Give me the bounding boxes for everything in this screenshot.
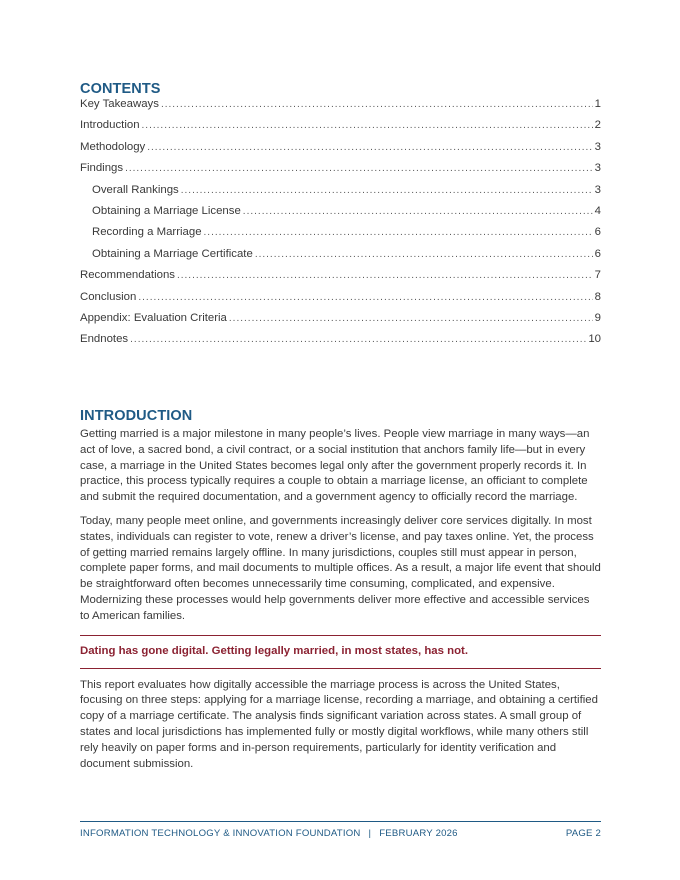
- toc-dot-leader: [181, 185, 593, 196]
- toc-entry-label[interactable]: Methodology: [80, 140, 146, 153]
- toc-entry[interactable]: [80, 312, 601, 333]
- toc-dot-leader: [130, 334, 586, 345]
- toc-dot-leader: [255, 249, 593, 260]
- toc-entry-page[interactable]: 8: [594, 290, 601, 303]
- toc-entry[interactable]: [80, 98, 601, 119]
- intro-paragraph-2: Today, many people meet online, and governments increasingly deliver core services digitally. In most states, individuals can register to vote, renew a driver’s license, and pay taxes online. Yet, the process of getting married remains largely offline. In many jurisdictions, couples still must appear in person, complete paper forms, and mail documents to multiple offices. As a result, a major life event that should be straightforward often becomes unnecessarily time consuming, complicated, and expensive. Modernizing these processes would help governments deliver more effective and accessible services to American families.: [80, 514, 601, 622]
- toc-entry-label[interactable]: Endnotes: [80, 333, 129, 346]
- toc-list: [80, 98, 601, 355]
- toc-entry-label[interactable]: Obtaining a Marriage License: [92, 204, 241, 217]
- toc-entry-page[interactable]: 6: [594, 226, 601, 239]
- toc-entry-page[interactable]: 4: [594, 204, 601, 217]
- toc-entry-label[interactable]: Overall Rankings: [92, 183, 179, 196]
- toc-entry-page[interactable]: 3: [594, 183, 601, 196]
- toc-entry-page[interactable]: 10: [588, 333, 601, 346]
- footer-date: FEBRUARY 2026: [379, 828, 458, 839]
- toc-entry-page[interactable]: 2: [594, 119, 601, 132]
- contents-heading: CONTENTS: [80, 81, 161, 97]
- toc-dot-leader: [204, 227, 593, 238]
- toc-entry[interactable]: [80, 162, 601, 183]
- toc-entry-label[interactable]: Appendix: Evaluation Criteria: [80, 311, 227, 324]
- toc-entry-page[interactable]: 3: [594, 140, 601, 153]
- introduction-heading: INTRODUCTION: [80, 408, 193, 424]
- toc-entry[interactable]: [80, 205, 601, 226]
- toc-entry-label[interactable]: Key Takeaways: [80, 98, 159, 110]
- pull-quote: [80, 635, 601, 669]
- footer-left: [80, 828, 458, 839]
- toc-entry[interactable]: [80, 141, 601, 162]
- toc-entry-label[interactable]: Recommendations: [80, 269, 175, 282]
- toc-entry-page[interactable]: 9: [594, 311, 601, 324]
- toc-entry[interactable]: [80, 184, 601, 205]
- footer-separator: |: [368, 828, 372, 839]
- toc-entry[interactable]: [80, 269, 601, 290]
- footer-page-number: PAGE 2: [565, 828, 601, 839]
- toc-entry-page[interactable]: 3: [594, 162, 601, 175]
- toc-entry-label[interactable]: Conclusion: [80, 290, 137, 303]
- toc-entry-label[interactable]: Obtaining a Marriage Certificate: [92, 247, 253, 260]
- table-of-contents: [80, 80, 601, 355]
- footer-organization: INFORMATION TECHNOLOGY & INNOVATION FOUNDATION: [80, 828, 361, 839]
- toc-entry[interactable]: [80, 119, 601, 140]
- intro-paragraph-3: This report evaluates how digitally accessible the marriage process is across the United States, focusing on three steps: applying for a marriage license, recording a marriage, and obtaining a certified copy of a marriage certificate. The analysis finds significant variation across states. A small group of states and local jurisdictions has implemented fully or mostly digital workflows, while many others still rely heavily on paper forms and in-person requirements, particularly for identity verification and document submission.: [80, 678, 598, 770]
- toc-entry-page[interactable]: 1: [594, 98, 601, 110]
- toc-dot-leader: [142, 120, 593, 131]
- toc-dot-leader: [161, 99, 593, 110]
- toc-entry-label[interactable]: Recording a Marriage: [92, 226, 202, 239]
- introduction-section: [80, 407, 601, 780]
- toc-entry[interactable]: [80, 291, 601, 312]
- toc-entry-page[interactable]: 6: [594, 247, 601, 260]
- page-footer: [80, 821, 601, 839]
- toc-entry[interactable]: [80, 226, 601, 247]
- toc-dot-leader: [147, 142, 592, 153]
- toc-dot-leader: [177, 270, 593, 281]
- toc-dot-leader: [125, 163, 593, 174]
- toc-dot-leader: [229, 313, 593, 324]
- toc-entry-page[interactable]: 7: [594, 269, 601, 282]
- toc-dot-leader: [243, 206, 593, 217]
- intro-paragraph-1: Getting married is a major milestone in many people’s lives. People view marriage in many ways—an act of love, a sacred bond, a civil contract, or a social institution that anchors family life—but in every case, a marriage in the United States becomes legal only after the government properly records it. In practice, this process typically requires a couple to obtain a marriage license, an officiant to complete and submit the required documentation, and a government agency to officially record the marriage.: [80, 428, 590, 504]
- pull-quote-text: Dating has gone digital. Getting legally married, in most states, has not.: [80, 644, 468, 657]
- toc-entry[interactable]: [80, 248, 601, 269]
- toc-entry-label[interactable]: Findings: [80, 162, 124, 175]
- toc-dot-leader: [138, 292, 592, 303]
- toc-entry-label[interactable]: Introduction: [80, 119, 140, 132]
- toc-entry[interactable]: [80, 333, 601, 354]
